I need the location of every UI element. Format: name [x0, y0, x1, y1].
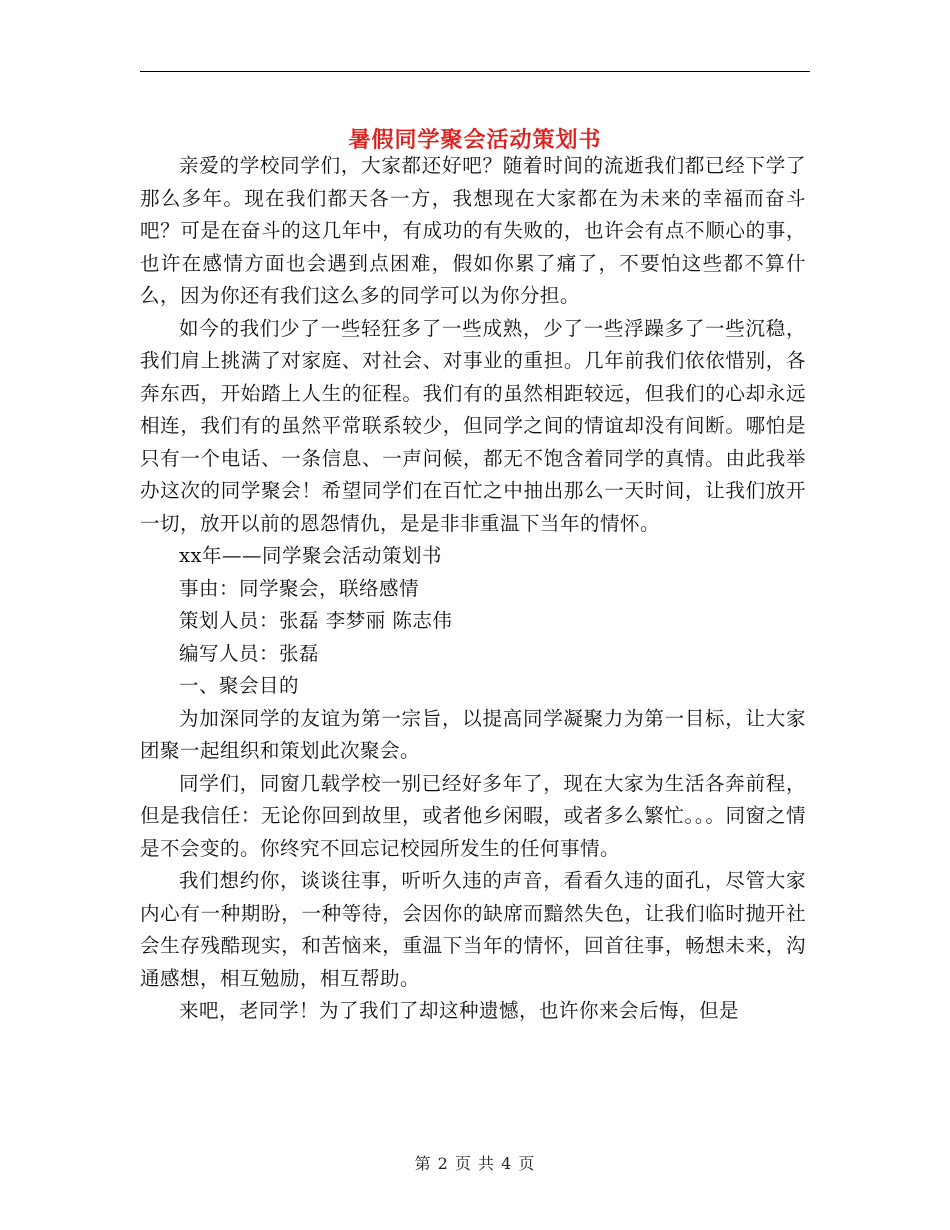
paragraph-greeting: 亲爱的学校同学们，大家都还好吧？随着时间的流逝我们都已经下学了那么多年。现在我们都天各一方，我想现在大家都在为未来的幸福而奋斗吧？可是在奋斗的这几年中，有成功的有失败的，也许会有点不顺心的事，也许在感情方面也会遇到点困难，假如你累了痛了，不要怕这些都不算什么，因为你还有我们这么多的同学可以为你分担。: [140, 154, 806, 307]
header-rule: [140, 71, 810, 72]
paragraph-closing: 来吧，老同学！为了我们了却这种遗憾，也许你来会后悔，但是: [179, 999, 740, 1022]
section-heading-purpose: 一、聚会目的: [179, 674, 300, 697]
page-number: 第 2 页 共 4 页: [414, 1154, 536, 1173]
paragraph-intro: 如今的我们少了一些轻狂多了一些成熟，少了一些浮躁多了一些沉稳，我们肩上挑满了对家庭、对社会、对事业的重担。几年前我们依依惜别，各奔东西，开始踏上人生的征程。我们有的虽然相距较远，但我们的心却永远相连，我们有的虽然平常联系较少，但同学之间的情谊却没有间断。哪怕是只有一个电话、一条信息、一声问候，都无不饱含着同学的真情。由此我举办这次的同学聚会！希望同学们在百忙之中抽出那么一天时间，让我们放开一切，放开以前的恩怨情仇，是是非非重温下当年的情怀。: [140, 316, 806, 535]
paragraph-invitation: 我们想约你，谈谈往事，听听久违的声音，看看久违的面孔，尽管大家内心有一种期盼，一种等待，会因你的缺席而黯然失色，让我们临时抛开社会生存残酷现实，和苦恼来，重温下当年的情怀，回首往事，畅想未来，沟通感想，相互勉励，相互帮助。: [140, 869, 806, 990]
plan-organizers: 策划人员：张磊 李梦丽 陈志伟: [179, 609, 453, 632]
plan-reason: 事由：同学聚会，联络感情: [179, 576, 420, 600]
document-body: [140, 150, 806, 1028]
document-title: 暑假同学聚会活动策划书: [348, 126, 602, 153]
paragraph-classmates: 同学们，同窗几载学校一别已经好多年了，现在大家为生活各奔前程，但是我信任：无论你回到故里，或者他乡闲暇，或者多么繁忙。。。同窗之情是不会变的。你终究不回忘记校园所发生的任何事情。: [140, 771, 806, 860]
paragraph-purpose: 为加深同学的友谊为第一宗旨，以提高同学凝聚力为第一目标，让大家团聚一起组织和策划此次聚会。: [140, 706, 806, 762]
plan-author: 编写人员：张磊: [179, 641, 320, 665]
plan-heading: xx年——同学聚会活动策划书: [179, 544, 442, 567]
